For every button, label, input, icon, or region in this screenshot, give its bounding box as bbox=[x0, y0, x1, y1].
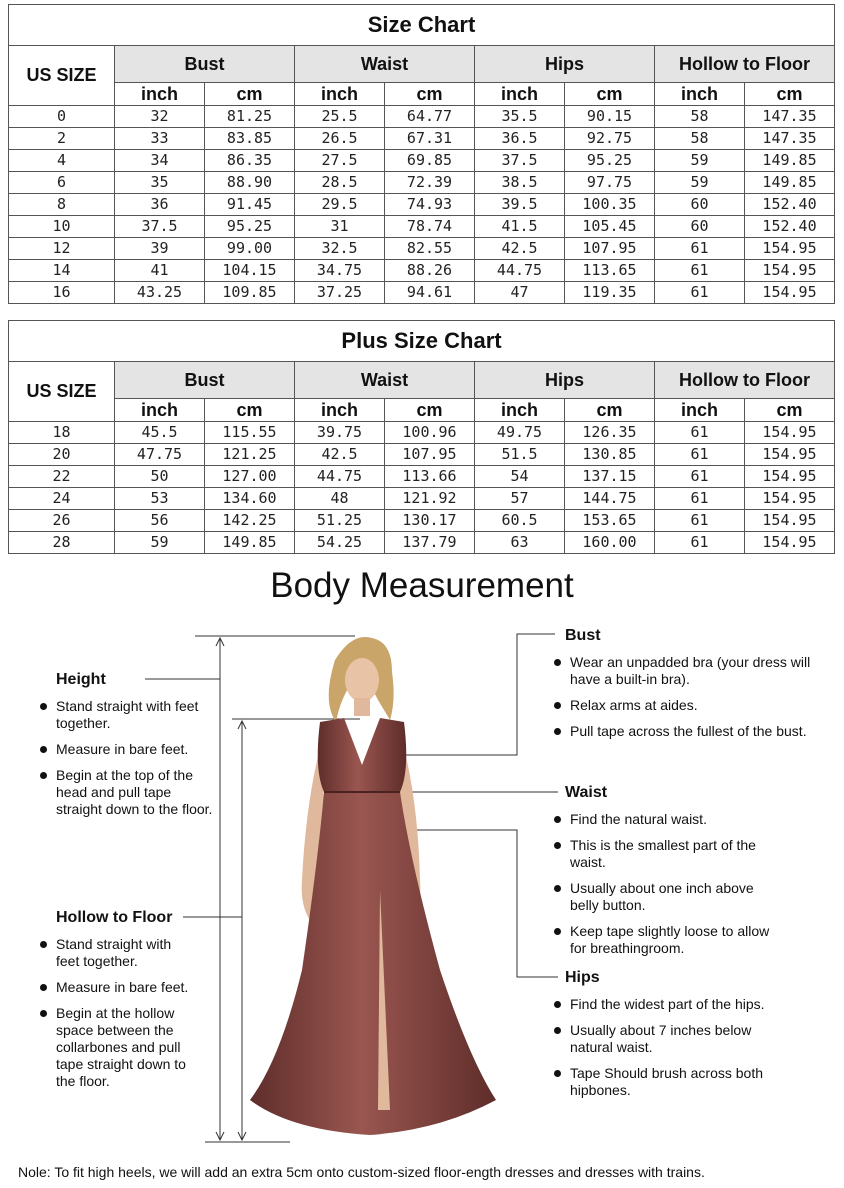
value-cell: 32 bbox=[115, 106, 205, 128]
size-cell: 4 bbox=[9, 150, 115, 172]
cm-unit-header: cm bbox=[745, 83, 835, 106]
value-cell: 126.35 bbox=[565, 422, 655, 444]
value-cell: 149.85 bbox=[205, 532, 295, 554]
value-cell: 134.60 bbox=[205, 488, 295, 510]
value-cell: 45.5 bbox=[115, 422, 205, 444]
value-cell: 144.75 bbox=[565, 488, 655, 510]
value-cell: 119.35 bbox=[565, 282, 655, 304]
height-list bbox=[38, 698, 213, 818]
value-cell: 37.25 bbox=[295, 282, 385, 304]
value-cell: 154.95 bbox=[745, 282, 835, 304]
value-cell: 39.5 bbox=[475, 194, 565, 216]
value-cell: 60.5 bbox=[475, 510, 565, 532]
bust-section bbox=[552, 627, 822, 749]
value-cell: 130.85 bbox=[565, 444, 655, 466]
value-cell: 154.95 bbox=[745, 510, 835, 532]
bust-list bbox=[552, 654, 822, 740]
list-item: This is the smallest part of the waist. bbox=[552, 837, 782, 871]
list-item: Measure in bare feet. bbox=[38, 979, 198, 996]
hollow-header: Hollow to Floor bbox=[655, 362, 835, 399]
value-cell: 104.15 bbox=[205, 260, 295, 282]
value-cell: 137.79 bbox=[385, 532, 475, 554]
hips-section bbox=[552, 969, 782, 1108]
value-cell: 29.5 bbox=[295, 194, 385, 216]
us-size-header: US SIZE bbox=[9, 46, 115, 106]
value-cell: 154.95 bbox=[745, 238, 835, 260]
value-cell: 27.5 bbox=[295, 150, 385, 172]
footer-note: Nole: To fit high heels, we will add an extra 5cm onto custom-sized floor-ength dresses and dresses with trains. bbox=[18, 1164, 705, 1180]
value-cell: 74.93 bbox=[385, 194, 475, 216]
size-cell: 6 bbox=[9, 172, 115, 194]
waist-header: Waist bbox=[295, 362, 475, 399]
size-cell: 2 bbox=[9, 128, 115, 150]
value-cell: 51.5 bbox=[475, 444, 565, 466]
value-cell: 86.35 bbox=[205, 150, 295, 172]
value-cell: 42.5 bbox=[475, 238, 565, 260]
hips-heading: Hips bbox=[565, 969, 600, 986]
value-cell: 149.85 bbox=[745, 150, 835, 172]
cm-unit-header: cm bbox=[385, 399, 475, 422]
size-cell: 12 bbox=[9, 238, 115, 260]
value-cell: 42.5 bbox=[295, 444, 385, 466]
cm-unit-header: cm bbox=[205, 83, 295, 106]
cm-unit-header: cm bbox=[565, 399, 655, 422]
list-item: Tape Should brush across both hipbones. bbox=[552, 1065, 782, 1099]
value-cell: 37.5 bbox=[475, 150, 565, 172]
value-cell: 152.40 bbox=[745, 194, 835, 216]
us-size-header: US SIZE bbox=[9, 362, 115, 422]
value-cell: 88.90 bbox=[205, 172, 295, 194]
waist-heading: Waist bbox=[565, 784, 608, 801]
value-cell: 48 bbox=[295, 488, 385, 510]
value-cell: 94.61 bbox=[385, 282, 475, 304]
value-cell: 57 bbox=[475, 488, 565, 510]
value-cell: 56 bbox=[115, 510, 205, 532]
value-cell: 147.35 bbox=[745, 106, 835, 128]
value-cell: 153.65 bbox=[565, 510, 655, 532]
value-cell: 43.25 bbox=[115, 282, 205, 304]
value-cell: 127.00 bbox=[205, 466, 295, 488]
body-measurement-title: Body Measurement bbox=[270, 566, 574, 605]
value-cell: 59 bbox=[655, 172, 745, 194]
value-cell: 61 bbox=[655, 444, 745, 466]
value-cell: 60 bbox=[655, 194, 745, 216]
size-cell: 28 bbox=[9, 532, 115, 554]
value-cell: 99.00 bbox=[205, 238, 295, 260]
inch-unit-header: inch bbox=[115, 399, 205, 422]
value-cell: 83.85 bbox=[205, 128, 295, 150]
size-cell: 22 bbox=[9, 466, 115, 488]
value-cell: 61 bbox=[655, 488, 745, 510]
value-cell: 91.45 bbox=[205, 194, 295, 216]
value-cell: 58 bbox=[655, 106, 745, 128]
value-cell: 72.39 bbox=[385, 172, 475, 194]
dress-model-illustration bbox=[240, 630, 500, 1150]
cm-unit-header: cm bbox=[205, 399, 295, 422]
value-cell: 154.95 bbox=[745, 532, 835, 554]
value-cell: 51.25 bbox=[295, 510, 385, 532]
value-cell: 67.31 bbox=[385, 128, 475, 150]
bust-heading: Bust bbox=[565, 627, 601, 644]
value-cell: 154.95 bbox=[745, 466, 835, 488]
value-cell: 44.75 bbox=[475, 260, 565, 282]
value-cell: 44.75 bbox=[295, 466, 385, 488]
hollow-header: Hollow to Floor bbox=[655, 46, 835, 83]
value-cell: 142.25 bbox=[205, 510, 295, 532]
value-cell: 33 bbox=[115, 128, 205, 150]
size-cell: 26 bbox=[9, 510, 115, 532]
height-section bbox=[38, 671, 213, 827]
value-cell: 63 bbox=[475, 532, 565, 554]
cm-unit-header: cm bbox=[565, 83, 655, 106]
value-cell: 41.5 bbox=[475, 216, 565, 238]
waist-list bbox=[552, 811, 782, 957]
size-chart-title: Size Chart bbox=[9, 5, 835, 46]
value-cell: 81.25 bbox=[205, 106, 295, 128]
value-cell: 113.65 bbox=[565, 260, 655, 282]
value-cell: 61 bbox=[655, 532, 745, 554]
value-cell: 35 bbox=[115, 172, 205, 194]
value-cell: 95.25 bbox=[565, 150, 655, 172]
value-cell: 32.5 bbox=[295, 238, 385, 260]
hips-list bbox=[552, 996, 782, 1099]
value-cell: 121.92 bbox=[385, 488, 475, 510]
inch-unit-header: inch bbox=[655, 399, 745, 422]
skirt bbox=[250, 792, 496, 1135]
list-item: Keep tape slightly loose to allow for breathingroom. bbox=[552, 923, 782, 957]
value-cell: 95.25 bbox=[205, 216, 295, 238]
size-cell: 18 bbox=[9, 422, 115, 444]
value-cell: 64.77 bbox=[385, 106, 475, 128]
value-cell: 107.95 bbox=[385, 444, 475, 466]
value-cell: 39.75 bbox=[295, 422, 385, 444]
size-cell: 16 bbox=[9, 282, 115, 304]
plus-size-chart-title: Plus Size Chart bbox=[9, 321, 835, 362]
value-cell: 25.5 bbox=[295, 106, 385, 128]
value-cell: 61 bbox=[655, 282, 745, 304]
value-cell: 34.75 bbox=[295, 260, 385, 282]
value-cell: 107.95 bbox=[565, 238, 655, 260]
value-cell: 47 bbox=[475, 282, 565, 304]
value-cell: 69.85 bbox=[385, 150, 475, 172]
value-cell: 137.15 bbox=[565, 466, 655, 488]
hollow-heading: Hollow to Floor bbox=[56, 909, 173, 926]
value-cell: 60 bbox=[655, 216, 745, 238]
list-item: Stand straight with feet together. bbox=[38, 698, 213, 732]
value-cell: 154.95 bbox=[745, 260, 835, 282]
value-cell: 35.5 bbox=[475, 106, 565, 128]
value-cell: 59 bbox=[655, 150, 745, 172]
inch-unit-header: inch bbox=[295, 83, 385, 106]
value-cell: 100.96 bbox=[385, 422, 475, 444]
value-cell: 54.25 bbox=[295, 532, 385, 554]
bust-header: Bust bbox=[115, 46, 295, 83]
value-cell: 113.66 bbox=[385, 466, 475, 488]
value-cell: 39 bbox=[115, 238, 205, 260]
list-item: Wear an unpadded bra (your dress will have a built-in bra). bbox=[552, 654, 822, 688]
value-cell: 100.35 bbox=[565, 194, 655, 216]
value-cell: 37.5 bbox=[115, 216, 205, 238]
size-cell: 8 bbox=[9, 194, 115, 216]
hips-header: Hips bbox=[475, 362, 655, 399]
value-cell: 152.40 bbox=[745, 216, 835, 238]
inch-unit-header: inch bbox=[475, 83, 565, 106]
value-cell: 61 bbox=[655, 260, 745, 282]
value-cell: 47.75 bbox=[115, 444, 205, 466]
value-cell: 53 bbox=[115, 488, 205, 510]
waist-section bbox=[552, 784, 782, 966]
face bbox=[345, 658, 379, 702]
value-cell: 26.5 bbox=[295, 128, 385, 150]
size-cell: 14 bbox=[9, 260, 115, 282]
size-cell: 20 bbox=[9, 444, 115, 466]
inch-unit-header: inch bbox=[655, 83, 745, 106]
value-cell: 88.26 bbox=[385, 260, 475, 282]
cm-unit-header: cm bbox=[745, 399, 835, 422]
size-cell: 24 bbox=[9, 488, 115, 510]
list-item: Relax arms at aides. bbox=[552, 697, 822, 714]
value-cell: 78.74 bbox=[385, 216, 475, 238]
hollow-list bbox=[38, 936, 198, 1090]
value-cell: 109.85 bbox=[205, 282, 295, 304]
value-cell: 97.75 bbox=[565, 172, 655, 194]
value-cell: 115.55 bbox=[205, 422, 295, 444]
list-item: Find the widest part of the hips. bbox=[552, 996, 782, 1013]
size-cell: 10 bbox=[9, 216, 115, 238]
value-cell: 82.55 bbox=[385, 238, 475, 260]
inch-unit-header: inch bbox=[115, 83, 205, 106]
value-cell: 54 bbox=[475, 466, 565, 488]
height-heading: Height bbox=[56, 671, 106, 688]
list-item: Find the natural waist. bbox=[552, 811, 782, 828]
cm-unit-header: cm bbox=[385, 83, 475, 106]
value-cell: 154.95 bbox=[745, 444, 835, 466]
list-item: Stand straight with feet together. bbox=[38, 936, 198, 970]
bust-header: Bust bbox=[115, 362, 295, 399]
value-cell: 90.15 bbox=[565, 106, 655, 128]
list-item: Pull tape across the fullest of the bust. bbox=[552, 723, 822, 740]
list-item: Usually about 7 inches below natural waist. bbox=[552, 1022, 782, 1056]
value-cell: 28.5 bbox=[295, 172, 385, 194]
value-cell: 147.35 bbox=[745, 128, 835, 150]
value-cell: 92.75 bbox=[565, 128, 655, 150]
value-cell: 59 bbox=[115, 532, 205, 554]
value-cell: 61 bbox=[655, 466, 745, 488]
inch-unit-header: inch bbox=[475, 399, 565, 422]
value-cell: 105.45 bbox=[565, 216, 655, 238]
list-item: Begin at the top of the head and pull tape straight down to the floor. bbox=[38, 767, 213, 818]
value-cell: 38.5 bbox=[475, 172, 565, 194]
size-cell: 0 bbox=[9, 106, 115, 128]
value-cell: 61 bbox=[655, 238, 745, 260]
value-cell: 36.5 bbox=[475, 128, 565, 150]
value-cell: 41 bbox=[115, 260, 205, 282]
value-cell: 154.95 bbox=[745, 422, 835, 444]
value-cell: 130.17 bbox=[385, 510, 475, 532]
bodice bbox=[318, 718, 407, 792]
value-cell: 58 bbox=[655, 128, 745, 150]
value-cell: 160.00 bbox=[565, 532, 655, 554]
list-item: Usually about one inch above belly button. bbox=[552, 880, 782, 914]
value-cell: 31 bbox=[295, 216, 385, 238]
neck bbox=[354, 698, 370, 716]
value-cell: 154.95 bbox=[745, 488, 835, 510]
value-cell: 149.85 bbox=[745, 172, 835, 194]
hollow-section bbox=[38, 909, 198, 1099]
value-cell: 121.25 bbox=[205, 444, 295, 466]
value-cell: 61 bbox=[655, 422, 745, 444]
hips-header: Hips bbox=[475, 46, 655, 83]
value-cell: 50 bbox=[115, 466, 205, 488]
waist-header: Waist bbox=[295, 46, 475, 83]
inch-unit-header: inch bbox=[295, 399, 385, 422]
value-cell: 34 bbox=[115, 150, 205, 172]
list-item: Measure in bare feet. bbox=[38, 741, 213, 758]
value-cell: 36 bbox=[115, 194, 205, 216]
value-cell: 61 bbox=[655, 510, 745, 532]
list-item: Begin at the hollow space between the collarbones and pull tape straight down to the floor. bbox=[38, 1005, 198, 1090]
value-cell: 49.75 bbox=[475, 422, 565, 444]
